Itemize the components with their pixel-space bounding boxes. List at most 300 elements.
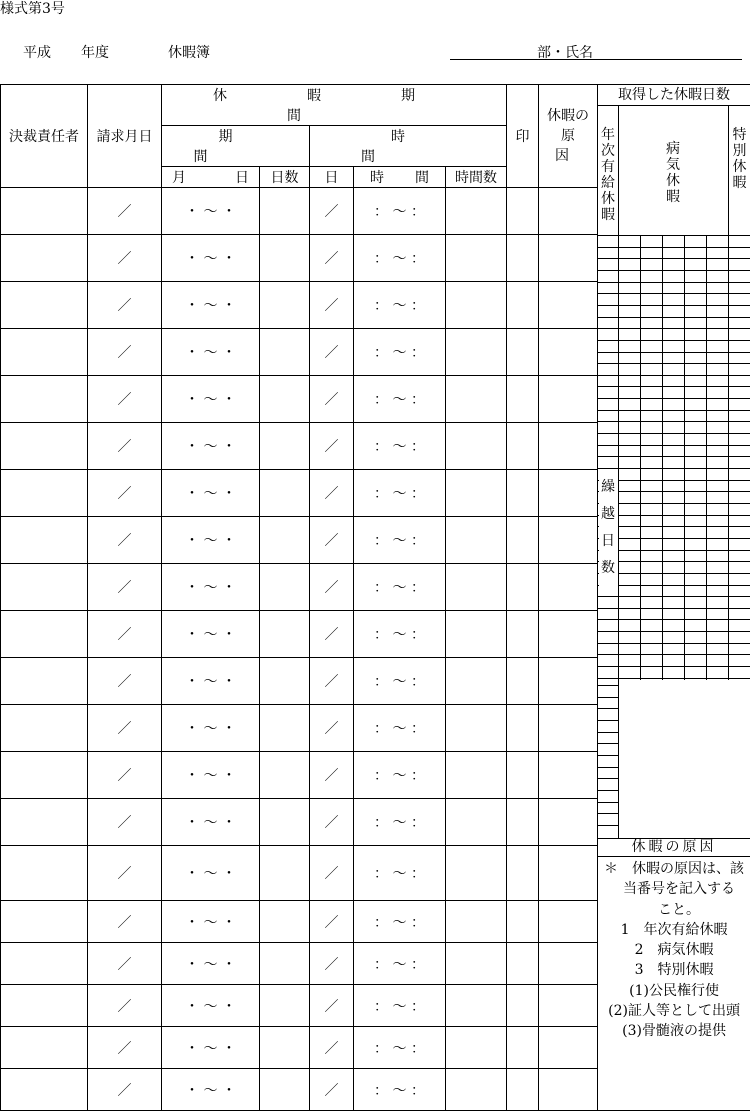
period-range-cell[interactable]: [162, 611, 260, 658]
time-day-text: ／: [325, 815, 339, 831]
request-date-text: ／: [118, 999, 132, 1015]
reason-cell[interactable]: [539, 658, 598, 705]
time-day-cell[interactable]: [310, 1069, 354, 1111]
request-date-text: ／: [118, 866, 132, 882]
reason-header: [539, 85, 598, 188]
hours-count-header: 時間数: [446, 167, 507, 188]
reason-cell[interactable]: [539, 752, 598, 799]
request-date-text: ／: [118, 345, 132, 361]
reason-note-3: こと。: [604, 900, 744, 920]
period-range-cell[interactable]: [162, 564, 260, 611]
days-period-header: 期間: [162, 126, 310, 167]
period-range-cell[interactable]: [162, 517, 260, 564]
reason-legend-title: 休暇の原因: [598, 838, 750, 856]
time-range-text: ： ～ ：: [374, 251, 425, 267]
hours-count-cell[interactable]: [446, 1027, 507, 1069]
time-day-cell[interactable]: [310, 1027, 354, 1069]
reason-note-2: 当番号を記入する: [604, 879, 744, 899]
time-range-text: ： ～ ：: [374, 957, 425, 973]
time-day-text: ／: [325, 298, 339, 314]
request-date-text: ／: [118, 439, 132, 455]
period-range-text: ・ ～ ・: [185, 486, 236, 502]
time-day-text: ／: [325, 674, 339, 690]
period-range-text: ・ ～ ・: [185, 251, 236, 267]
time-range-cell[interactable]: [354, 423, 446, 470]
hour-header: [354, 167, 446, 188]
approver-cell[interactable]: [1, 423, 88, 470]
reason-cell[interactable]: [539, 235, 598, 282]
hours-count-cell[interactable]: [446, 376, 507, 423]
time-day-text: ／: [325, 204, 339, 220]
reason-cell[interactable]: [539, 846, 598, 901]
time-day-text: ／: [325, 721, 339, 737]
reason-item: (3)骨髄液の提供: [604, 1021, 744, 1041]
hours-count-cell[interactable]: [446, 517, 507, 564]
time-day-text: ／: [325, 345, 339, 361]
hours-count-cell[interactable]: [446, 564, 507, 611]
time-day-text: ／: [325, 580, 339, 596]
time-day-text: ／: [325, 1041, 339, 1057]
hours-count-cell[interactable]: [446, 470, 507, 517]
hours-count-cell[interactable]: [446, 705, 507, 752]
reason-item: (1)公民権行使: [604, 981, 744, 1001]
request-date-text: ／: [118, 768, 132, 784]
time-day-text: ／: [325, 627, 339, 643]
time-range-text: ： ～ ：: [374, 999, 425, 1015]
hours-count-cell[interactable]: [446, 752, 507, 799]
period-range-cell[interactable]: [162, 1027, 260, 1069]
approver-cell[interactable]: [1, 376, 88, 423]
request-date-cell[interactable]: [88, 517, 162, 564]
request-date-cell[interactable]: [88, 901, 162, 943]
days-count-cell[interactable]: [260, 235, 310, 282]
days-count-cell[interactable]: [260, 1069, 310, 1111]
hours-count-cell[interactable]: [446, 329, 507, 376]
book-title: 休暇簿: [168, 42, 210, 62]
taken-days-panel: [598, 85, 750, 1111]
seal-cell[interactable]: [507, 799, 539, 846]
hours-count-cell[interactable]: [446, 985, 507, 1027]
day-header: 日: [235, 167, 249, 187]
seal-cell[interactable]: [507, 423, 539, 470]
approver-cell[interactable]: [1, 846, 88, 901]
time-day-cell[interactable]: [310, 658, 354, 705]
reason-cell[interactable]: [539, 985, 598, 1027]
special-leave-label: 特別休暇: [733, 127, 747, 191]
period-range-text: ・ ～ ・: [185, 533, 236, 549]
period-range-text: ・ ～ ・: [185, 1083, 236, 1099]
time-range-cell[interactable]: [354, 846, 446, 901]
time-range-text: ： ～ ：: [374, 298, 425, 314]
period-range-text: ・ ～ ・: [185, 345, 236, 361]
request-date-cell[interactable]: [88, 564, 162, 611]
time-range-cell[interactable]: [354, 329, 446, 376]
month-header: 月: [172, 167, 186, 187]
approver-cell[interactable]: [1, 329, 88, 376]
days-count-cell[interactable]: [260, 846, 310, 901]
request-date-cell[interactable]: [88, 470, 162, 517]
reason-cell[interactable]: [539, 423, 598, 470]
period-range-cell[interactable]: [162, 752, 260, 799]
seal-cell[interactable]: [507, 752, 539, 799]
seal-cell[interactable]: [507, 470, 539, 517]
hours-count-cell[interactable]: [446, 846, 507, 901]
hours-count-cell[interactable]: [446, 282, 507, 329]
approver-cell[interactable]: [1, 705, 88, 752]
time-range-text: ： ～ ：: [374, 204, 425, 220]
seal-cell[interactable]: [507, 1027, 539, 1069]
period-range-text: ・ ～ ・: [185, 674, 236, 690]
period-range-text: ・ ～ ・: [185, 768, 236, 784]
time-range-cell[interactable]: [354, 376, 446, 423]
time-range-text: ： ～ ：: [374, 1041, 425, 1057]
time-day-cell[interactable]: [310, 329, 354, 376]
period-range-text: ・ ～ ・: [185, 204, 236, 220]
request-date-cell[interactable]: [88, 752, 162, 799]
time-day-text: ／: [325, 486, 339, 502]
time-range-text: ： ～ ：: [374, 533, 425, 549]
taken-days-inner: [598, 85, 750, 1067]
reason-header-line2: 原因: [539, 126, 597, 166]
request-date-text: ／: [118, 674, 132, 690]
request-date-text: ／: [118, 251, 132, 267]
time-day-cell[interactable]: [310, 235, 354, 282]
reason-cell[interactable]: [539, 282, 598, 329]
time-range-cell[interactable]: [354, 517, 446, 564]
period-range-text: ・ ～ ・: [185, 580, 236, 596]
time-range-cell[interactable]: [354, 705, 446, 752]
time-range-cell[interactable]: [354, 282, 446, 329]
days-count-cell[interactable]: [260, 658, 310, 705]
approver-cell[interactable]: [1, 235, 88, 282]
time-day-header: 日: [310, 167, 354, 188]
days-count-cell[interactable]: [260, 943, 310, 985]
era-label: 平成: [23, 42, 51, 62]
request-date-cell[interactable]: [88, 282, 162, 329]
year-label: 年度: [81, 42, 109, 62]
seal-cell[interactable]: [507, 705, 539, 752]
seal-cell[interactable]: [507, 188, 539, 235]
time-range-text: ： ～ ：: [374, 486, 425, 502]
period-range-cell[interactable]: [162, 470, 260, 517]
request-date-cell[interactable]: [88, 943, 162, 985]
time-range-text: ： ～ ：: [374, 392, 425, 408]
period-range-text: ・ ～ ・: [185, 298, 236, 314]
time-day-cell[interactable]: [310, 517, 354, 564]
request-date-text: ／: [118, 1041, 132, 1057]
seal-cell[interactable]: [507, 376, 539, 423]
period-range-text: ・ ～ ・: [185, 815, 236, 831]
time-day-text: ／: [325, 915, 339, 931]
period-range-text: ・ ～ ・: [185, 1041, 236, 1057]
time-day-text: ／: [325, 768, 339, 784]
request-date-cell[interactable]: [88, 1069, 162, 1111]
time-range-cell[interactable]: [354, 188, 446, 235]
request-date-text: ／: [118, 815, 132, 831]
reason-cell[interactable]: [539, 517, 598, 564]
seal-cell[interactable]: [507, 658, 539, 705]
request-date-text: ／: [118, 204, 132, 220]
taken-days-title: 取得した休暇日数: [598, 85, 750, 106]
request-date-cell[interactable]: [88, 423, 162, 470]
name-underline: [450, 59, 742, 60]
time-range-cell[interactable]: [354, 752, 446, 799]
days-count-cell[interactable]: [260, 1027, 310, 1069]
time-range-text: ： ～ ：: [374, 627, 425, 643]
request-date-text: ／: [118, 298, 132, 314]
request-date-cell[interactable]: [88, 705, 162, 752]
time-range-cell[interactable]: [354, 470, 446, 517]
time-day-cell[interactable]: [310, 705, 354, 752]
time-range-text: ： ～ ：: [374, 580, 425, 596]
period-range-cell[interactable]: [162, 188, 260, 235]
period-range-text: ・ ～ ・: [185, 439, 236, 455]
seal-cell[interactable]: [507, 329, 539, 376]
days-count-header: 日数: [260, 167, 310, 188]
request-date-cell[interactable]: [88, 658, 162, 705]
time-range-cell[interactable]: [354, 658, 446, 705]
hours-count-cell[interactable]: [446, 901, 507, 943]
carryover-char: 繰: [598, 479, 618, 495]
time-day-cell[interactable]: [310, 901, 354, 943]
time-day-cell[interactable]: [310, 846, 354, 901]
days-count-cell[interactable]: [260, 329, 310, 376]
time-range-text: ： ～ ：: [374, 866, 425, 882]
request-date-cell[interactable]: [88, 846, 162, 901]
time-range-cell[interactable]: [354, 901, 446, 943]
days-count-cell[interactable]: [260, 564, 310, 611]
period-range-text: ・ ～ ・: [185, 915, 236, 931]
period-range-cell[interactable]: [162, 282, 260, 329]
time-day-text: ／: [325, 1083, 339, 1099]
days-count-cell[interactable]: [260, 752, 310, 799]
carryover-char: 越: [598, 506, 618, 522]
form-number: 様式第3号: [0, 0, 65, 18]
request-date-text: ／: [118, 957, 132, 973]
time-range-text: ： ～ ：: [374, 345, 425, 361]
sick-leave-label: 病気休暇: [666, 141, 680, 205]
request-date-header: 請求月日: [88, 85, 162, 188]
time-day-text: ／: [325, 439, 339, 455]
reason-cell[interactable]: [539, 188, 598, 235]
reason-cell[interactable]: [539, 564, 598, 611]
request-date-cell[interactable]: [88, 188, 162, 235]
leave-period-header: 休暇期間: [162, 85, 507, 126]
days-count-cell[interactable]: [260, 282, 310, 329]
period-range-text: ・ ～ ・: [185, 721, 236, 737]
month-day-header: [162, 167, 260, 188]
carryover-char: 数: [598, 560, 618, 576]
seal-cell[interactable]: [507, 564, 539, 611]
time-day-cell[interactable]: [310, 188, 354, 235]
seal-cell[interactable]: [507, 943, 539, 985]
reason-cell[interactable]: [539, 901, 598, 943]
hour-char-1: 時: [370, 167, 384, 187]
time-range-text: ： ～ ：: [374, 721, 425, 737]
time-range-cell[interactable]: [354, 943, 446, 985]
request-date-cell[interactable]: [88, 611, 162, 658]
period-range-text: ・ ～ ・: [185, 999, 236, 1015]
period-range-cell[interactable]: [162, 329, 260, 376]
reason-cell[interactable]: [539, 943, 598, 985]
period-range-text: ・ ～ ・: [185, 627, 236, 643]
seal-cell[interactable]: [507, 901, 539, 943]
days-count-cell[interactable]: [260, 985, 310, 1027]
request-date-cell[interactable]: [88, 985, 162, 1027]
period-range-cell[interactable]: [162, 799, 260, 846]
reason-cell[interactable]: [539, 376, 598, 423]
approver-cell[interactable]: [1, 799, 88, 846]
days-count-cell[interactable]: [260, 611, 310, 658]
approver-cell[interactable]: [1, 1027, 88, 1069]
seal-cell[interactable]: [507, 517, 539, 564]
time-range-cell[interactable]: [354, 985, 446, 1027]
time-day-text: ／: [325, 999, 339, 1015]
request-date-cell[interactable]: [88, 376, 162, 423]
carryover-char: 日: [598, 533, 618, 549]
request-date-cell[interactable]: [88, 799, 162, 846]
period-range-cell[interactable]: [162, 423, 260, 470]
period-range-cell[interactable]: [162, 1069, 260, 1111]
approver-header: 決裁責任者: [1, 85, 88, 188]
annual-leave-label: 年次有給休暇: [601, 127, 615, 223]
request-date-cell[interactable]: [88, 235, 162, 282]
period-range-text: ・ ～ ・: [185, 957, 236, 973]
days-count-cell[interactable]: [260, 901, 310, 943]
request-date-text: ／: [118, 580, 132, 596]
hours-count-cell[interactable]: [446, 799, 507, 846]
reason-cell[interactable]: [539, 470, 598, 517]
time-range-cell[interactable]: [354, 564, 446, 611]
seal-cell[interactable]: [507, 985, 539, 1027]
approver-cell[interactable]: [1, 470, 88, 517]
reason-item: 3 特別休暇: [604, 960, 744, 980]
reason-cell[interactable]: [539, 705, 598, 752]
time-day-cell[interactable]: [310, 799, 354, 846]
leave-ledger-table: [0, 84, 750, 1111]
seal-cell[interactable]: [507, 282, 539, 329]
time-range-text: ： ～ ：: [374, 1083, 425, 1099]
request-date-text: ／: [118, 486, 132, 502]
approver-cell[interactable]: [1, 901, 88, 943]
request-date-text: ／: [118, 627, 132, 643]
reason-cell[interactable]: [539, 799, 598, 846]
hours-count-cell[interactable]: [446, 611, 507, 658]
time-range-text: ： ～ ：: [374, 768, 425, 784]
department-name-label: 部・氏名: [537, 42, 593, 62]
period-range-cell[interactable]: [162, 705, 260, 752]
approver-cell[interactable]: [1, 1069, 88, 1111]
reason-header-line1: 休暇の: [539, 106, 597, 126]
period-range-cell[interactable]: [162, 901, 260, 943]
approver-cell[interactable]: [1, 752, 88, 799]
period-range-cell[interactable]: [162, 943, 260, 985]
time-range-cell[interactable]: [354, 235, 446, 282]
time-range-cell[interactable]: [354, 799, 446, 846]
seal-header: 印: [507, 85, 539, 188]
period-range-cell[interactable]: [162, 235, 260, 282]
days-count-cell[interactable]: [260, 799, 310, 846]
days-count-cell[interactable]: [260, 376, 310, 423]
time-range-text: ： ～ ：: [374, 915, 425, 931]
seal-cell[interactable]: [507, 235, 539, 282]
request-date-text: ／: [118, 721, 132, 737]
approver-cell[interactable]: [1, 943, 88, 985]
request-date-text: ／: [118, 915, 132, 931]
reason-item: 2 病気休暇: [604, 940, 744, 960]
time-day-text: ／: [325, 957, 339, 973]
time-range-cell[interactable]: [354, 1027, 446, 1069]
hours-count-cell[interactable]: [446, 1069, 507, 1111]
time-day-text: ／: [325, 392, 339, 408]
days-count-cell[interactable]: [260, 517, 310, 564]
time-day-cell[interactable]: [310, 423, 354, 470]
approver-cell[interactable]: [1, 658, 88, 705]
days-count-cell[interactable]: [260, 705, 310, 752]
time-day-cell[interactable]: [310, 282, 354, 329]
time-day-cell[interactable]: [310, 564, 354, 611]
time-range-text: ： ～ ：: [374, 815, 425, 831]
seal-cell[interactable]: [507, 611, 539, 658]
time-day-cell[interactable]: [310, 985, 354, 1027]
reason-item: (2)証人等として出頭: [604, 1001, 744, 1021]
period-range-cell[interactable]: [162, 658, 260, 705]
request-date-cell[interactable]: [88, 329, 162, 376]
approver-cell[interactable]: [1, 611, 88, 658]
time-range-text: ： ～ ：: [374, 674, 425, 690]
hour-char-2: 間: [415, 167, 429, 187]
reason-cell[interactable]: [539, 1069, 598, 1111]
reason-legend: [604, 859, 744, 1042]
hours-count-cell[interactable]: [446, 943, 507, 985]
approver-cell[interactable]: [1, 564, 88, 611]
time-day-cell[interactable]: [310, 943, 354, 985]
period-range-cell[interactable]: [162, 985, 260, 1027]
time-day-cell[interactable]: [310, 752, 354, 799]
time-range-text: ： ～ ：: [374, 439, 425, 455]
approver-cell[interactable]: [1, 188, 88, 235]
reason-cell[interactable]: [539, 611, 598, 658]
time-day-cell[interactable]: [310, 611, 354, 658]
request-date-text: ／: [118, 1083, 132, 1099]
period-range-cell[interactable]: [162, 846, 260, 901]
reason-cell[interactable]: [539, 1027, 598, 1069]
time-range-cell[interactable]: [354, 611, 446, 658]
hours-count-cell[interactable]: [446, 235, 507, 282]
reason-item: 1 年次有給休暇: [604, 920, 744, 940]
request-date-text: ／: [118, 392, 132, 408]
period-range-text: ・ ～ ・: [185, 392, 236, 408]
days-count-cell[interactable]: [260, 188, 310, 235]
days-count-cell[interactable]: [260, 423, 310, 470]
time-day-cell[interactable]: [310, 470, 354, 517]
seal-cell[interactable]: [507, 1069, 539, 1111]
hours-count-cell[interactable]: [446, 188, 507, 235]
hours-count-cell[interactable]: [446, 658, 507, 705]
time-day-cell[interactable]: [310, 376, 354, 423]
time-range-cell[interactable]: [354, 1069, 446, 1111]
request-date-text: ／: [118, 533, 132, 549]
period-range-cell[interactable]: [162, 376, 260, 423]
approver-cell[interactable]: [1, 282, 88, 329]
approver-cell[interactable]: [1, 985, 88, 1027]
reason-cell[interactable]: [539, 329, 598, 376]
days-count-cell[interactable]: [260, 470, 310, 517]
seal-cell[interactable]: [507, 846, 539, 901]
request-date-cell[interactable]: [88, 1027, 162, 1069]
hours-count-cell[interactable]: [446, 423, 507, 470]
approver-cell[interactable]: [1, 517, 88, 564]
